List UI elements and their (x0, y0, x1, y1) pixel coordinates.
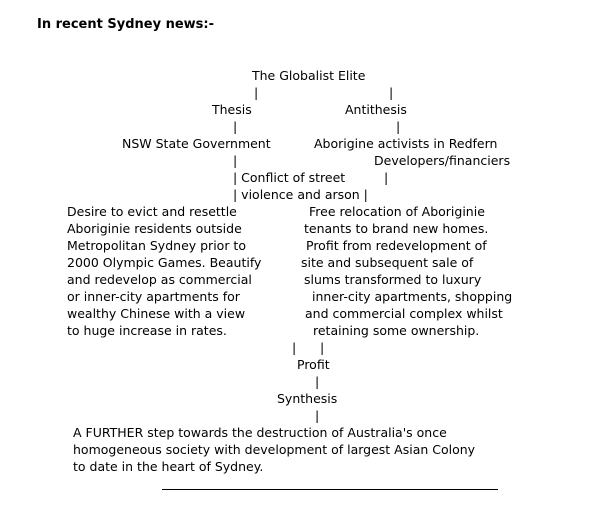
connector-pipe: | (315, 374, 320, 389)
profit-connector: | | (292, 340, 325, 355)
antithesis-actor-line2: Developers/financiers (374, 153, 511, 168)
antithesis-text-line: and commercial complex whilst (305, 306, 503, 321)
connector-pipe: | (233, 153, 238, 168)
thesis-actor: NSW State Government (122, 136, 271, 151)
antithesis-text-line: inner-city apartments, shopping (312, 289, 513, 304)
thesis-label: Thesis (212, 102, 252, 117)
conflict-line1: | Conflict of street (233, 170, 346, 185)
conflict-line2: | violence and arson | (233, 187, 368, 202)
thesis-text-line: to huge increase in rates. (67, 323, 227, 338)
antithesis-text-line: slums transformed to luxury (304, 272, 482, 287)
antithesis-text-line: site and subsequent sale of (301, 255, 474, 270)
thesis-text-line: Metropolitan Sydney prior to (67, 238, 246, 253)
antithesis-text-line: tenants to brand new homes. (304, 221, 489, 236)
synthesis-label: Synthesis (277, 391, 338, 406)
thesis-text-line: or inner-city apartments for (67, 289, 240, 304)
root-node: The Globalist Elite (252, 68, 366, 83)
thesis-text-line: Aboriginie residents outside (67, 221, 242, 236)
horizontal-rule (162, 489, 498, 490)
connector-pipe: | (384, 170, 389, 185)
conclusion-line: A FURTHER step towards the destruction of Australia's once (73, 425, 447, 440)
thesis-text-line: Desire to evict and resettle (67, 204, 237, 219)
antithesis-text-line: Free relocation of Aboriginie (309, 204, 485, 219)
connector-pipe: | (389, 85, 394, 100)
antithesis-label: Antithesis (345, 102, 407, 117)
connector-pipe: | (396, 119, 401, 134)
connector-pipe: | (254, 85, 259, 100)
thesis-text-line: 2000 Olympic Games. Beautify (67, 255, 262, 270)
heading: In recent Sydney news:- (37, 17, 214, 32)
connector-pipe: | (315, 408, 320, 423)
conclusion-line: to date in the heart of Sydney. (73, 459, 264, 474)
thesis-text-line: and redevelop as commercial (67, 272, 252, 287)
antithesis-text-line: retaining some ownership. (313, 323, 480, 338)
antithesis-actor-line1: Aborigine activists in Redfern (314, 136, 498, 151)
antithesis-text-line: Profit from redevelopment of (306, 238, 487, 253)
connector-pipe: | (233, 119, 238, 134)
profit-label: Profit (297, 357, 330, 372)
thesis-text-line: wealthy Chinese with a view (67, 306, 246, 321)
conclusion-line: homogeneous society with development of largest Asian Colony (73, 442, 476, 457)
